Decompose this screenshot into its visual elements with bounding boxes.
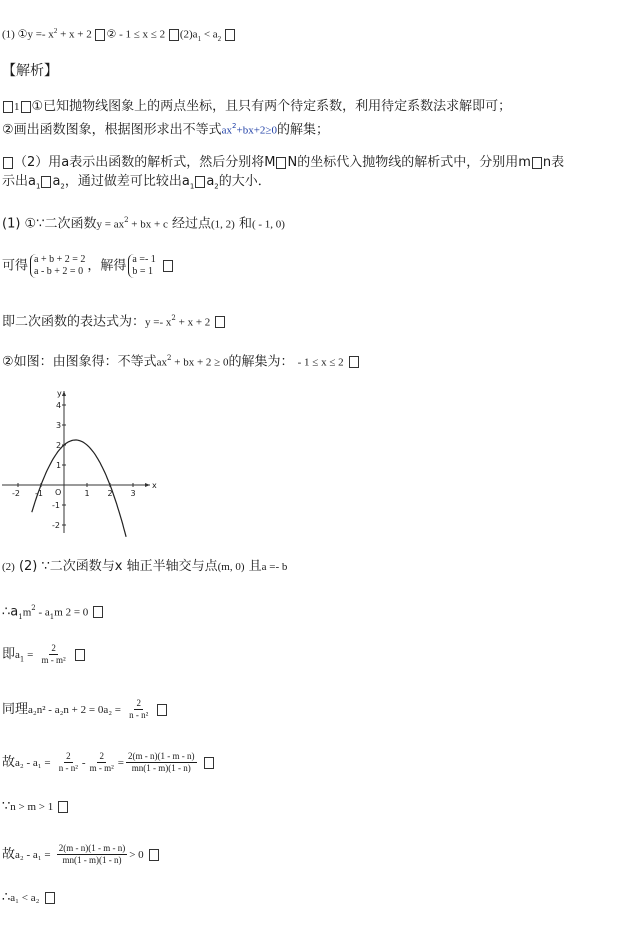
box-glyph <box>157 704 167 716</box>
analysis-text: n表 <box>542 155 565 170</box>
solution-math: - a <box>35 606 50 619</box>
analysis-text: ①已知抛物线图象上的两点坐标，且只有两个待定系数，利用待定系数法求解即可； <box>31 99 512 114</box>
denominator: m - m² <box>89 763 114 773</box>
box-glyph <box>45 892 55 904</box>
analysis-math: ax <box>221 124 233 137</box>
answer-part-3: (2)a <box>179 28 198 41</box>
solution-text: ∴ <box>2 890 11 905</box>
box-glyph <box>58 801 68 813</box>
solution-math: = <box>117 757 125 769</box>
numerator: 2 <box>66 751 71 761</box>
box-glyph <box>149 849 159 861</box>
solution-text: ，解得 <box>87 258 127 274</box>
solution-text: ∵ <box>2 799 11 814</box>
answer-compare: < a <box>201 28 218 41</box>
analysis-text: 的解集； <box>276 122 329 138</box>
analysis-text: N的坐标代入抛物线的解析式中，分别用m <box>287 155 531 170</box>
denominator: mn(1 - m)(1 - n) <box>62 855 122 865</box>
solution-math: n > m > 1 <box>10 801 54 813</box>
equation-system-1 <box>30 254 85 278</box>
solution-math: = <box>24 649 34 661</box>
solution-math: (m, 0) <box>217 561 245 573</box>
y-tick-label: 1 <box>56 461 62 470</box>
x-tick-label: -2 <box>12 489 20 498</box>
fraction <box>126 751 196 774</box>
solution-line-6: $\therefore a_1m^2 - a_1m$ 2 = 0 <box>2 599 104 626</box>
box-glyph <box>532 157 542 169</box>
answer-equation: y =- x <box>27 28 54 41</box>
box-glyph <box>215 316 225 328</box>
numerator: 2(m - n)(1 - m - n) <box>58 843 126 853</box>
y-axis-label: y <box>57 389 62 398</box>
y-tick-label: -1 <box>52 501 60 510</box>
solution-math: y = ax <box>96 218 125 231</box>
solution-math: > 0 <box>129 849 144 861</box>
solution-math: + x + 2 <box>175 316 211 329</box>
y-tick-label: 2 <box>56 441 62 450</box>
solution-text: 和 <box>234 216 252 232</box>
fraction <box>57 751 80 774</box>
analysis-text: ，通过做差可比较出a <box>64 174 190 189</box>
solution-text: 同理 <box>2 702 29 717</box>
system-row: a - b + 2 = 0 <box>34 266 84 277</box>
analysis-line-3 <box>2 154 564 172</box>
answer-part-2-label: ② <box>106 28 117 41</box>
solution-line-10 <box>2 798 69 816</box>
x-axis-arrow <box>145 483 150 487</box>
system-row: a =- 1 <box>132 254 156 265</box>
solution-math: ( - 1, 0) <box>251 218 285 231</box>
system-row: b = 1 <box>132 266 154 277</box>
analysis-line-2: ②画出函数图象，根据图形求出不等式$ax^2+bx+2\ge 0$的解集； <box>2 122 329 138</box>
solution-text: ②如图：由图象得：不等式 <box>2 354 157 370</box>
box-glyph <box>93 606 103 618</box>
solution-math: a₂n² - a₂n + 2 = 0a₂ = <box>28 704 121 716</box>
solution-text: 即 <box>2 647 16 662</box>
box-glyph <box>3 157 13 169</box>
solution-math: - 1 ≤ x ≤ 2 <box>297 356 344 369</box>
analysis-text: a <box>206 174 215 189</box>
answer-part-label: (1) ① <box>2 28 28 41</box>
solution-math: - <box>81 757 86 769</box>
origin-label: O <box>55 488 62 497</box>
solution-text: 故 <box>2 755 16 770</box>
subscript: 1 <box>197 34 202 43</box>
box-glyph <box>41 176 51 188</box>
solution-line-2 <box>2 254 174 278</box>
solution-line-1: (1) ①∵二次函数$y = ax^2$ + bx + c 经过点(1, 2) 和( - 1, 0) <box>2 216 285 232</box>
solution-text: 即二次函数的表达式为： <box>2 314 146 330</box>
numerator: 2 <box>51 643 56 653</box>
fraction <box>88 751 116 774</box>
solution-math: a =- b <box>261 561 288 573</box>
solution-line-12 <box>2 889 56 907</box>
solution-line-7: 即$a_1$ = $\frac{2}{\text{m - m²}}$ <box>2 643 86 669</box>
box-glyph <box>169 29 179 41</box>
solution-text: 可得 <box>2 258 29 274</box>
box-glyph <box>225 29 235 41</box>
equation-system-2 <box>128 254 155 278</box>
x-tick-label: 1 <box>84 489 90 498</box>
box-glyph <box>276 157 286 169</box>
numerator: 2 <box>136 698 141 708</box>
x-tick-label: 2 <box>107 489 113 498</box>
solution-line-9 <box>2 751 215 774</box>
analysis-line-4: 示出$a_1$ $a_2$，通过做差可比较出$a_1$ $a_2$的大小． <box>2 174 271 191</box>
denominator: mn(1 - m)(1 - n) <box>131 763 191 773</box>
analysis-text: ②画出函数图象，根据图形求出不等式 <box>2 122 222 138</box>
answer-line <box>2 22 236 48</box>
box-glyph <box>163 260 173 272</box>
solution-math: m 2 = 0 <box>54 606 89 619</box>
box-glyph <box>95 29 105 41</box>
parabola-graph <box>0 388 160 538</box>
solution-math: m <box>22 606 32 619</box>
solution-math: + bx + c <box>128 218 168 231</box>
x-tick-label: 3 <box>130 489 136 498</box>
analysis-text: 示出a <box>2 174 36 189</box>
solution-text: (1) ①∵二次函数 <box>2 216 97 232</box>
x-tick-label: -1 <box>35 489 43 498</box>
box-glyph <box>204 757 214 769</box>
x-axis-label: x <box>152 481 157 490</box>
denominator: n - n² <box>129 710 149 720</box>
y-tick-label: -2 <box>52 521 60 530</box>
analysis-text: （2）用a表示出函数的解析式，然后分别将M <box>14 155 276 170</box>
solution-math: a₁ < a₂ <box>10 892 40 904</box>
numerator: 2 <box>99 751 104 761</box>
solution-math: + bx + 2 ≥ 0 <box>171 356 229 369</box>
solution-text: 且 <box>248 559 262 574</box>
fraction <box>57 843 127 866</box>
y-axis-arrow <box>62 391 66 396</box>
solution-line-3: 即二次函数的表达式为：$y =- x^2 + x + 2$ <box>2 309 226 331</box>
y-tick-label: 3 <box>56 421 62 430</box>
analysis-heading: 【解析】 <box>2 63 58 79</box>
solution-math: a₂ - a₁ = <box>15 757 51 769</box>
analysis-line-1: 1 ①已知抛物线图象上的两点坐标，且只有两个待定系数，利用待定系数法求解即可； <box>2 98 511 116</box>
solution-text: ∴a <box>2 604 19 620</box>
solution-math: a₂ - a₁ = <box>15 849 51 861</box>
answer-equation-rest: + x + 2 <box>57 28 92 41</box>
analysis-text: 的大小． <box>218 174 271 189</box>
analysis-text: a <box>52 174 61 189</box>
answer-inequality: - 1 ≤ x ≤ 2 <box>119 28 166 41</box>
box-glyph <box>75 649 85 661</box>
exponent: 2 <box>53 27 58 35</box>
system-row: a + b + 2 = 2 <box>34 254 86 265</box>
fraction <box>127 698 150 721</box>
solution-text: 故 <box>2 847 16 862</box>
box-glyph <box>21 101 31 113</box>
subscript: 2 <box>217 34 222 43</box>
denominator: m - m² <box>41 655 66 665</box>
solution-text: 的解集为： <box>228 354 294 370</box>
solution-text: 经过点 <box>167 216 211 232</box>
parabola-curve <box>32 440 126 537</box>
box-glyph <box>349 356 359 368</box>
analysis-math: +bx+2≥0 <box>236 124 277 137</box>
y-tick-label: 4 <box>56 401 62 410</box>
box-glyph <box>3 101 13 113</box>
numerator: 2(m - n)(1 - m - n) <box>128 751 195 761</box>
solution-math: a <box>15 649 20 661</box>
denominator: n - n² <box>58 763 78 773</box>
solution-line-4: ②如图：由图象得：不等式$ax^2$ + bx + 2 ≥ 0的解集为： - 1 ≤ x ≤ 2 <box>2 349 360 371</box>
solution-math: (1, 2) <box>210 218 235 231</box>
fraction <box>39 643 67 666</box>
solution-math: ax <box>156 356 168 369</box>
solution-math: y =- x <box>145 316 172 329</box>
box-glyph <box>195 176 205 188</box>
solution-line-8 <box>2 698 168 721</box>
solution-text: (2) ∵二次函数与x 轴正半轴交与点 <box>18 559 218 574</box>
solution-line-11 <box>2 843 160 866</box>
solution-line-5: (2) (2) ∵二次函数与x 轴正半轴交与点(m, 0) 且a =- b <box>2 559 288 574</box>
